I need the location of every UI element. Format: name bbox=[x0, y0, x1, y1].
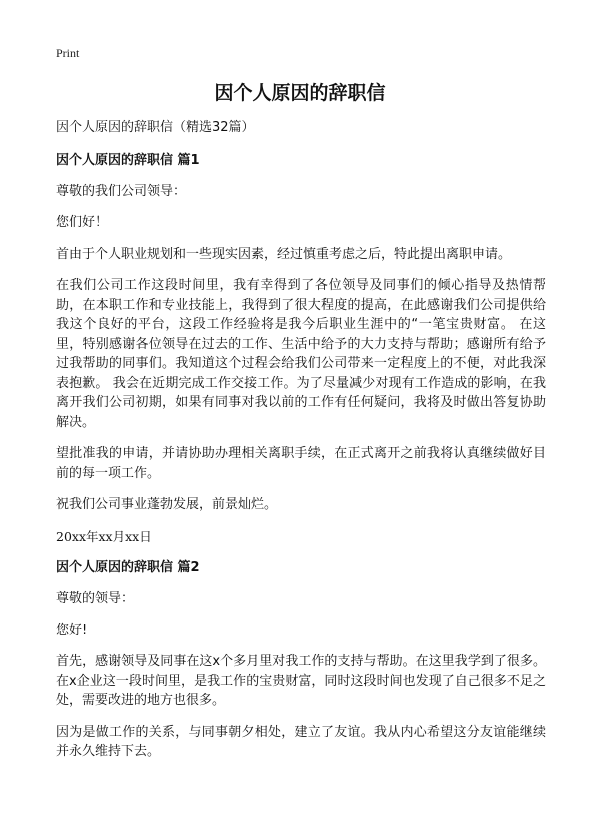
letter-1-paragraph: 在我们公司工作这段时间里，我有幸得到了各位领导及同事们的倾心指导及热情帮助，在本职工作和专业技能上，我得到了很大程度的提高，在此感谢我们公司提供给我这个良好的平台，这段工作经验将是我今后职业生涯中的“一笔宝贵财富。 在这里，特别感谢各位领导在过去的工作、生活中给予的大力支持与帮助；感谢所有给予过我帮助的同事们。我知道这个过程会给我们公司带来一定程度上的不便，对此我深表抱歉。 我会在近期完成工作交接工作。为了尽量减少对现有工作造成的影响，在我离开我们公司初期，如果有同事对我以前的工作有任何疑问，我将及时做出答复协助解决。 bbox=[56, 278, 546, 430]
letter-2-heading: 因个人原因的辞职信 篇2 bbox=[56, 560, 200, 575]
letter-1-salutation: 尊敬的我们公司领导： bbox=[56, 183, 187, 199]
letter-2 bbox=[56, 558, 546, 762]
letter-1-greeting: 您们好！ bbox=[56, 215, 109, 230]
letter-2-salutation: 尊敬的领导： bbox=[56, 591, 135, 606]
letter-1-paragraph: 首由于个人职业规划和一些现实因素，经过慎重考虑之后，特此提出离职申请。 bbox=[56, 246, 512, 262]
letter-2-paragraph: 首先，感谢领导及同事在这x个多月里对我工作的支持与帮助。在这里我学到了很多。在x企业这一段时间里，是我工作的宝贵财富，同时这段时间也发现了自己很多不足之处，需要改进的地方也很多。 bbox=[56, 654, 546, 708]
document-subtitle: 因个人原因的辞职信（精选32篇） bbox=[56, 120, 255, 135]
letter-1 bbox=[56, 151, 546, 547]
page-title: 因个人原因的辞职信 bbox=[214, 82, 386, 104]
letter-2-greeting: 您好! bbox=[56, 622, 88, 638]
letter-1-closing: 祝我们公司事业蓬勃发展，前景灿烂。 bbox=[56, 497, 278, 512]
letter-1-date: 20xx年xx月xx日 bbox=[56, 528, 152, 544]
print-link[interactable]: Print bbox=[56, 46, 80, 60]
document-body bbox=[56, 118, 546, 774]
letter-2-paragraph: 因为是做工作的关系，与同事朝夕相处，建立了友谊。我从内心希望这分友谊能继续并永久维持下去。 bbox=[56, 724, 546, 759]
letter-1-heading: 因个人原因的辞职信 篇1 bbox=[56, 152, 200, 168]
letter-1-paragraph: 望批准我的申请，并请协助办理相关离职手续，在正式离开之前我将认真继续做好目前的每一项工作。 bbox=[56, 446, 546, 481]
